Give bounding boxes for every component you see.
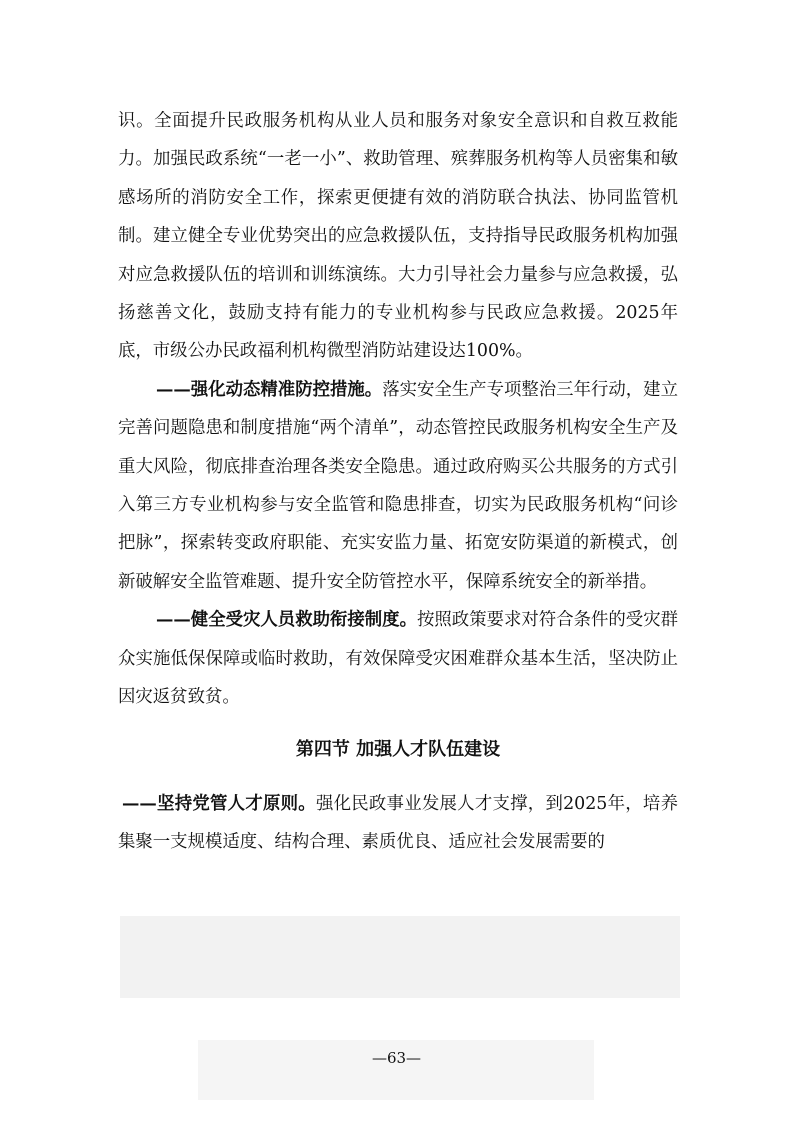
paragraph-text: 按照政策要求对符合条件的受灾群众实施低保保障或临时救助，有效保障受灾困难群众基本生活，坚决防止因灾返贫致贫。 — [118, 610, 678, 708]
paragraph-talent-principle — [118, 785, 678, 862]
paragraph-text: 识。全面提升民政服务机构从业人员和服务对象安全意识和自救互救能力。加强民政系统“一老一小”、救助管理、殡葬服务机构等人员密集和敏感场所的消防安全工作，探索更便捷有效的消防联合执法、协同监管机制。建立健全专业优势突出的应急救援队伍，支持指导民政服务机构加强对应急救援队伍的培训和训练演练。大力引导社会力量参与应急救援，弘扬慈善文化，鼓励支持有能力的专业机构参与民政应急救援。2025年底，市级公办民政福利机构微型消防站建设达100%。 — [118, 111, 678, 362]
paragraph-text: 强化民政事业发展人才支撑，到2025年，培养集聚一支规模适度、结构合理、素质优良、适应社会发展需要的 — [118, 793, 678, 852]
paragraph-disaster-relief — [118, 601, 678, 716]
page-number: —63— — [371, 1049, 422, 1067]
paragraph-lead: ——强化动态精准防控措施。 — [156, 379, 383, 400]
paragraph-text: 落实安全生产专项整治三年行动，建立完善问题隐患和制度措施“两个清单”，动态管控民政服务机构安全生产及重大风险，彻底排查治理各类安全隐患。通过政府购买公共服务的方式引入第三方专业机构参与安全监管和隐患排查，切实为民政服务机构“问诊把脉”，探索转变政府职能、充实安监力量、拓宽安防渠道的新模式，创新破解安全监管难题、提升安全防管控水平，保障系统安全的新举措。 — [118, 379, 678, 592]
page-body — [118, 102, 678, 861]
paragraph-continuation — [118, 102, 678, 371]
paragraph-dynamic-control — [118, 371, 678, 601]
paragraph-lead: ——坚持党管人才原则。 — [122, 793, 316, 814]
scan-shading — [120, 916, 680, 998]
paragraph-lead: ——健全受灾人员救助衔接制度。 — [156, 610, 417, 631]
section-heading: 第四节 加强人才队伍建设 — [295, 738, 501, 760]
